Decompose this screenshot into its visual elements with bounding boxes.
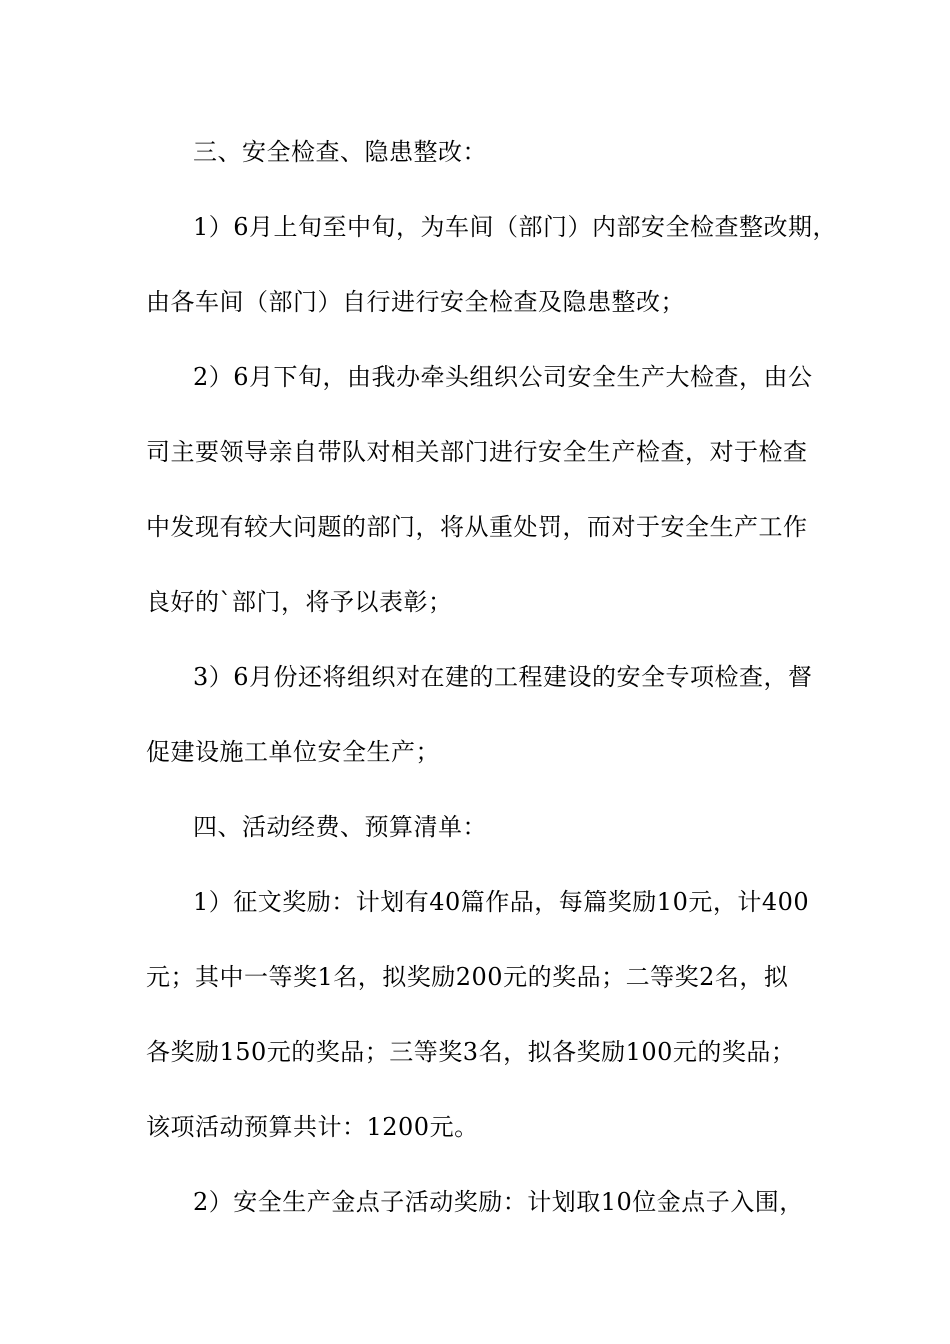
section-heading-budget <box>0 807 950 847</box>
line-text: 三、安全检查、隐患整改： <box>193 138 487 166</box>
paragraph-line <box>0 432 950 472</box>
line-text: 2）安全生产金点子活动奖励：计划取10位金点子入围， <box>193 1188 804 1216</box>
paragraph-line <box>0 1032 950 1072</box>
line-text: 司主要领导亲自带队对相关部门进行安全生产检查，对于检查 <box>146 438 808 466</box>
paragraph-line <box>0 957 950 997</box>
paragraph-line <box>0 732 950 772</box>
paragraph-line <box>0 507 950 547</box>
line-text: 促建设施工单位安全生产； <box>146 738 440 766</box>
line-text: 中发现有较大问题的部门，将从重处罚，而对于安全生产工作 <box>146 513 808 541</box>
line-text: 良好的`部门，将予以表彰； <box>146 588 453 616</box>
paragraph-line <box>0 207 950 247</box>
paragraph-line <box>0 582 950 622</box>
section-heading-safety-inspection <box>0 132 950 172</box>
line-text: 由各车间（部门）自行进行安全检查及隐患整改； <box>146 288 685 316</box>
paragraph-line <box>0 282 950 322</box>
line-text: 3）6月份还将组织对在建的工程建设的安全专项检查，督 <box>193 663 813 691</box>
line-text: 该项活动预算共计：1200元。 <box>146 1113 479 1141</box>
paragraph-line <box>0 357 950 397</box>
line-text: 四、活动经费、预算清单： <box>193 813 487 841</box>
line-text: 各奖励150元的奖品；三等奖3名，拟各奖励100元的奖品； <box>146 1038 796 1066</box>
line-text: 元；其中一等奖1名，拟奖励200元的奖品；二等奖2名，拟 <box>146 963 789 991</box>
line-text: 1）6月上旬至中旬，为车间（部门）内部安全检查整改期， <box>193 213 838 241</box>
line-text: 2）6月下旬，由我办牵头组织公司安全生产大检查，由公 <box>193 363 813 391</box>
paragraph-line <box>0 657 950 697</box>
paragraph-line <box>0 882 950 922</box>
paragraph-line <box>0 1182 950 1222</box>
line-text: 1）征文奖励：计划有40篇作品，每篇奖励10元，计400 <box>193 888 810 916</box>
paragraph-line <box>0 1107 950 1147</box>
